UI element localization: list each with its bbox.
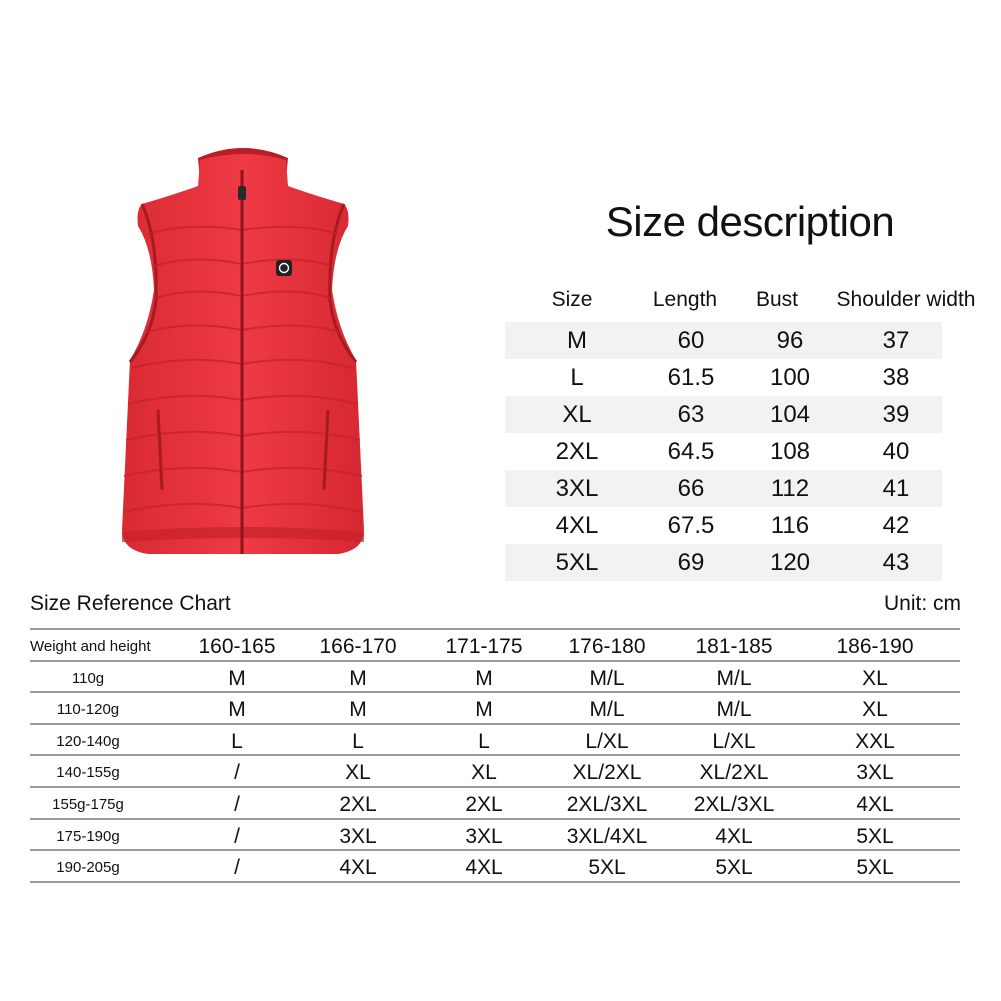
recommended-size-cell: L: [231, 729, 243, 753]
size-cell: 2XL: [555, 438, 599, 465]
weight-label: 120-140g: [56, 732, 120, 750]
size-cell: 112: [770, 475, 810, 502]
recommended-size-cell: M: [228, 666, 246, 690]
reference-row: [30, 754, 960, 786]
recommended-size-cell: M/L: [716, 666, 752, 690]
weight-label: 175-190g: [56, 827, 120, 845]
recommended-size-cell: L/XL: [712, 729, 756, 753]
height-column-header: 160-165: [198, 635, 276, 658]
reference-row: [30, 818, 960, 850]
recommended-size-cell: M: [349, 666, 367, 690]
header-shoulder-width: Shoulder width: [836, 288, 976, 311]
recommended-size-cell: 4XL: [856, 792, 894, 816]
recommended-size-cell: 2XL/3XL: [566, 792, 648, 816]
recommended-size-cell: /: [234, 824, 240, 848]
recommended-size-cell: M: [349, 698, 367, 722]
reference-row: [30, 691, 960, 723]
size-cell: 63: [677, 401, 705, 428]
reference-row: [30, 660, 960, 692]
recommended-size-cell: 4XL: [339, 856, 377, 880]
size-cell: 66: [677, 475, 705, 502]
size-cell: 39: [882, 401, 910, 428]
recommended-size-cell: XL: [862, 666, 888, 690]
size-cell: 41: [882, 475, 910, 502]
recommended-size-cell: XL/2XL: [572, 761, 642, 785]
recommended-size-cell: M/L: [589, 666, 625, 690]
size-cell: L: [570, 364, 584, 391]
recommended-size-cell: M/L: [589, 698, 625, 722]
recommended-size-cell: 3XL: [856, 761, 894, 785]
unit-label: Unit: cm: [883, 592, 961, 615]
recommended-size-cell: XL: [862, 698, 888, 722]
size-cell: 5XL: [555, 549, 599, 576]
recommended-size-cell: 2XL: [339, 792, 377, 816]
recommended-size-cell: M: [475, 666, 493, 690]
recommended-size-cell: XXL: [855, 729, 895, 753]
size-cell: 100: [769, 364, 811, 391]
recommended-size-cell: M/L: [716, 698, 752, 722]
height-column-header: 171-175: [445, 635, 523, 658]
size-cell: 116: [770, 512, 810, 539]
size-description-title: Size description: [605, 198, 895, 245]
size-cell: 43: [882, 549, 910, 576]
size-description-table: [505, 322, 942, 581]
size-cell: 64.5: [667, 438, 715, 465]
recommended-size-cell: XL/2XL: [699, 761, 769, 785]
size-cell: XL: [562, 401, 592, 428]
recommended-size-cell: /: [234, 856, 240, 880]
size-cell: 61.5: [667, 364, 715, 391]
weight-label: 140-155g: [56, 764, 120, 782]
weight-label: 190-205g: [56, 859, 120, 877]
height-column-header: 181-185: [695, 635, 773, 658]
recommended-size-cell: 3XL/4XL: [566, 824, 648, 848]
recommended-size-cell: /: [234, 761, 240, 785]
recommended-size-cell: 5XL: [856, 824, 894, 848]
recommended-size-cell: 2XL/3XL: [693, 792, 775, 816]
size-row: [505, 396, 942, 433]
recommended-size-cell: 4XL: [715, 824, 753, 848]
size-cell: 40: [882, 438, 910, 465]
size-cell: 3XL: [555, 475, 599, 502]
recommended-size-cell: XL: [471, 761, 497, 785]
recommended-size-cell: L: [352, 729, 364, 753]
weight-label: 110-120g: [56, 701, 120, 719]
recommended-size-cell: 5XL: [856, 856, 894, 880]
recommended-size-cell: 2XL: [465, 792, 503, 816]
size-row: [505, 544, 942, 581]
heating-button-icon: [276, 260, 292, 276]
size-cell: 108: [769, 438, 811, 465]
height-column-header: 176-180: [568, 635, 646, 658]
recommended-size-cell: 5XL: [715, 856, 753, 880]
recommended-size-cell: L/XL: [585, 729, 629, 753]
size-cell: 37: [882, 327, 910, 354]
size-cell: 96: [776, 327, 804, 354]
recommended-size-cell: XL: [345, 761, 371, 785]
weight-label: 155g-175g: [52, 795, 124, 813]
reference-row: [30, 786, 960, 818]
reference-row: [30, 723, 960, 755]
size-row: [505, 433, 942, 470]
size-cell: 4XL: [555, 512, 599, 539]
size-cell: 60: [677, 327, 705, 354]
weight-height-label: Weight and height: [30, 638, 151, 655]
size-cell: 104: [769, 401, 811, 428]
recommended-size-cell: 4XL: [465, 856, 503, 880]
size-row: [505, 322, 942, 359]
size-reference-table: [30, 628, 960, 883]
header-bust: Bust: [755, 288, 799, 311]
size-cell: 38: [882, 364, 910, 391]
height-column-header: 166-170: [319, 635, 397, 658]
weight-label: 110g: [71, 669, 105, 687]
size-cell: 67.5: [667, 512, 715, 539]
size-cell: M: [567, 327, 587, 354]
size-cell: 69: [677, 549, 705, 576]
height-column-header: 186-190: [836, 635, 914, 658]
reference-header-row: [30, 628, 960, 660]
recommended-size-cell: L: [478, 729, 490, 753]
size-reference-chart-title: Size Reference Chart: [30, 592, 231, 615]
size-row: [505, 470, 942, 507]
recommended-size-cell: M: [475, 698, 493, 722]
size-row: [505, 359, 942, 396]
recommended-size-cell: M: [228, 698, 246, 722]
red-vest-image: [118, 130, 368, 570]
size-row: [505, 507, 942, 544]
size-cell: 120: [769, 549, 811, 576]
recommended-size-cell: 5XL: [588, 856, 626, 880]
reference-row: [30, 849, 960, 883]
header-size: Size: [551, 288, 593, 311]
recommended-size-cell: 3XL: [339, 824, 377, 848]
recommended-size-cell: 3XL: [465, 824, 503, 848]
header-length: Length: [652, 288, 718, 311]
recommended-size-cell: /: [234, 792, 240, 816]
size-cell: 42: [882, 512, 910, 539]
